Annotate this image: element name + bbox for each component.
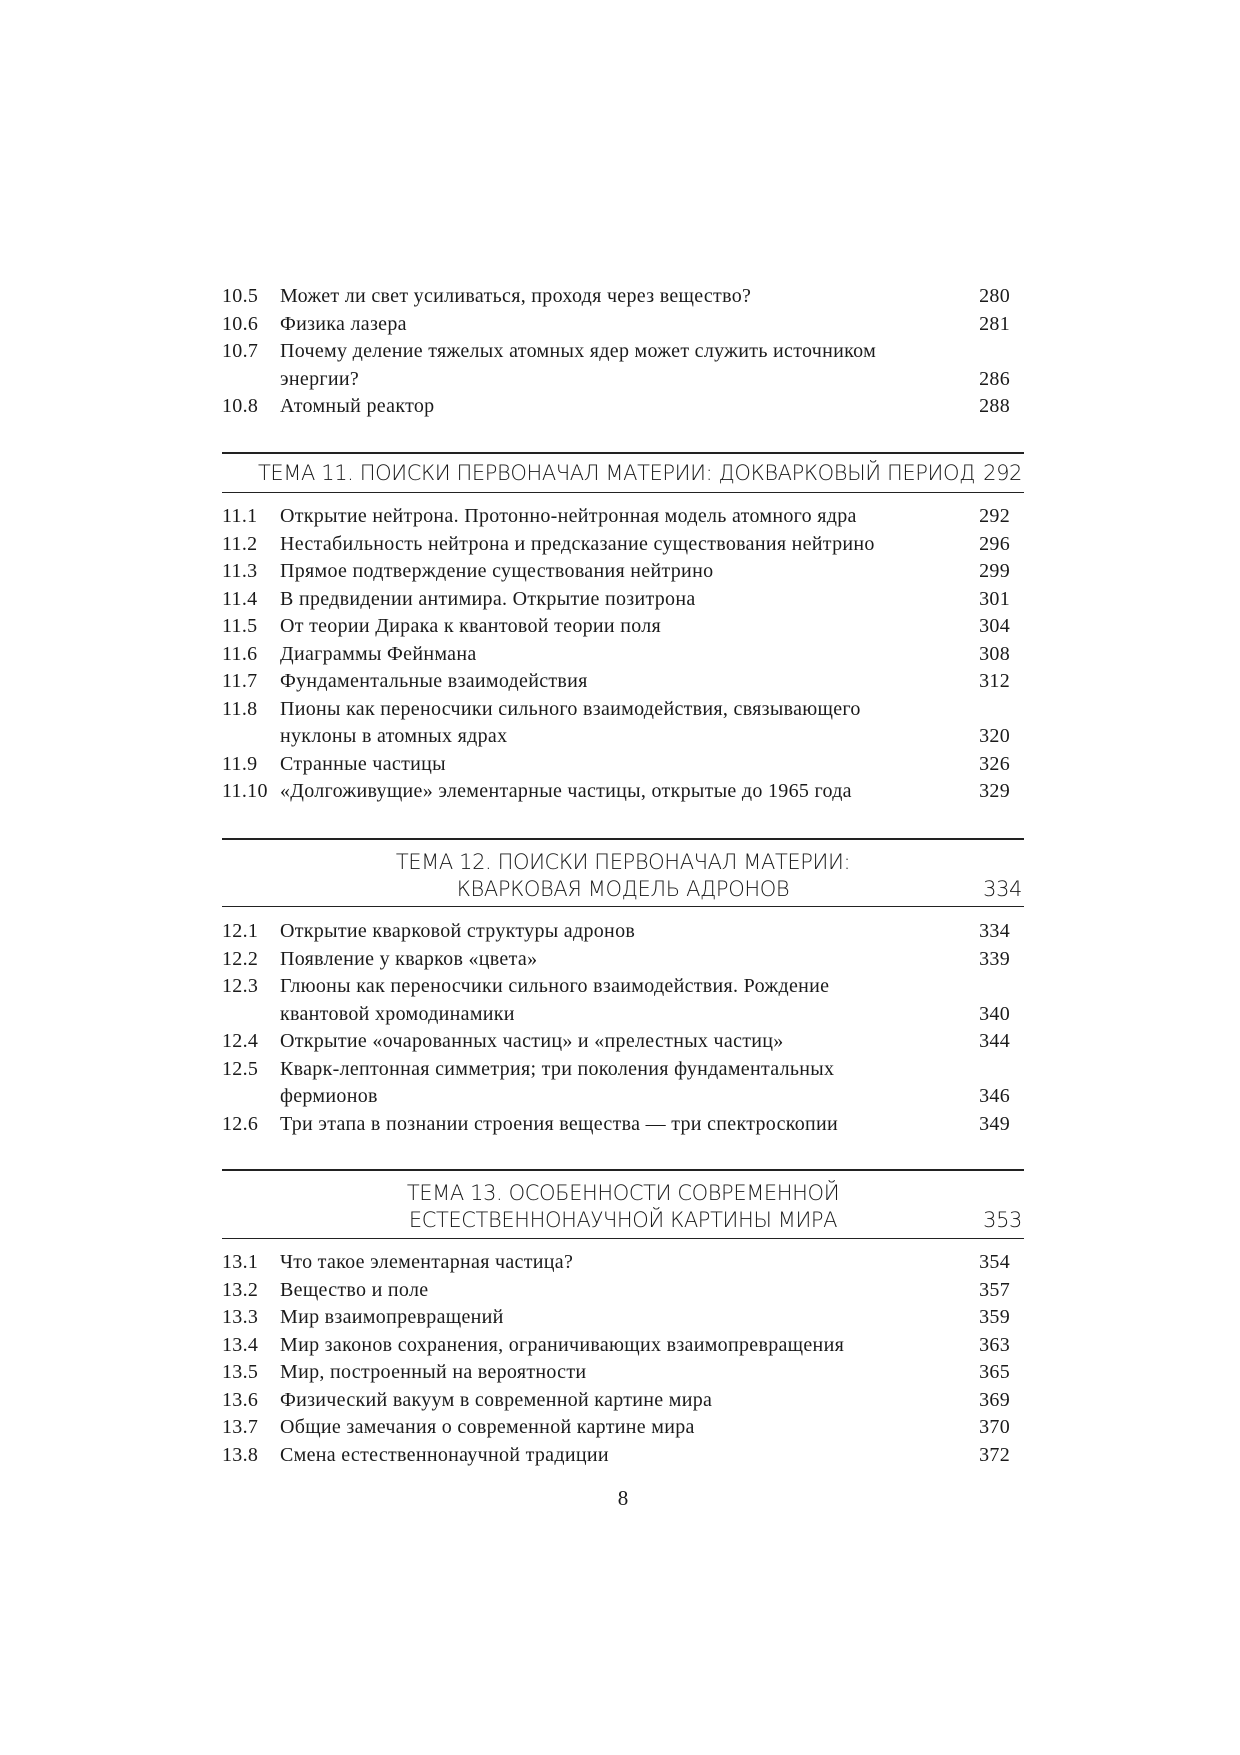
entry-page: 304 xyxy=(979,615,1010,637)
entry-title: Физика лазера xyxy=(280,313,407,335)
entry-page: 363 xyxy=(979,1334,1010,1356)
entry-number: 11.3 xyxy=(222,560,258,582)
theme-title: ТЕМА 11. ПОИСКИ ПЕРВОНАЧАЛ МАТЕРИИ: ДОКВАРКОВЫЙ ПЕРИОД xyxy=(258,461,975,485)
entry-number: 11.6 xyxy=(222,643,258,665)
entry-page: 344 xyxy=(979,1030,1010,1052)
entry-title: Странные частицы xyxy=(280,753,446,775)
toc-entry xyxy=(222,1055,1022,1083)
entry-number: 10.6 xyxy=(222,313,259,335)
entry-number: 11.10 xyxy=(222,780,268,802)
entry-number: 13.4 xyxy=(222,1334,259,1356)
section-rule xyxy=(222,452,1024,454)
toc-entry xyxy=(222,1441,1022,1469)
entry-page: 357 xyxy=(979,1279,1010,1301)
entry-number: 12.2 xyxy=(222,948,259,970)
entry-title: Открытие нейтрона. Протонно-нейтронная модель атомного ядра xyxy=(280,505,857,527)
entry-number: 11.5 xyxy=(222,615,258,637)
toc-entry xyxy=(222,777,1022,805)
section-rule xyxy=(222,838,1024,840)
page-number: 8 xyxy=(617,1486,629,1510)
theme-page: 353 xyxy=(983,1208,1022,1232)
entry-page: 339 xyxy=(979,948,1010,970)
toc-entry xyxy=(222,750,1022,778)
toc-entry-continuation xyxy=(222,365,1022,393)
entry-number: 11.9 xyxy=(222,753,258,775)
entry-title: Открытие кварковой структуры адронов xyxy=(280,920,636,942)
toc-entry-continuation xyxy=(222,1082,1022,1110)
entry-page: 370 xyxy=(979,1416,1010,1438)
toc-entry xyxy=(222,337,1022,365)
entry-page: 286 xyxy=(979,368,1010,390)
theme-title-line-1: ТЕМА 13. ОСОБЕННОСТИ СОВРЕМЕННОЙ xyxy=(406,1181,840,1205)
toc-entry xyxy=(222,1386,1022,1414)
entry-page: 346 xyxy=(979,1085,1010,1107)
entry-page: 296 xyxy=(979,533,1010,555)
toc-entry xyxy=(222,585,1022,613)
entry-title: От теории Дирака к квантовой теории поля xyxy=(280,615,662,637)
entry-page: 359 xyxy=(979,1306,1010,1328)
entry-page: 292 xyxy=(979,505,1010,527)
entry-number: 10.8 xyxy=(222,395,259,417)
entry-title: Фундаментальные взаимодействия xyxy=(280,670,588,692)
theme-heading-line xyxy=(222,874,1024,904)
entry-number: 11.7 xyxy=(222,670,258,692)
toc-entry xyxy=(222,667,1022,695)
theme-heading-line xyxy=(222,1205,1024,1235)
entry-title: фермионов xyxy=(280,1085,378,1107)
toc-entry xyxy=(222,612,1022,640)
entry-title: «Долгоживущие» элементарные частицы, открытые до 1965 года xyxy=(280,780,852,802)
entry-page: 326 xyxy=(979,753,1010,775)
entry-page: 280 xyxy=(979,285,1010,307)
entry-title: Смена естественнонаучной традиции xyxy=(280,1444,609,1466)
entry-title: Открытие «очарованных частиц» и «прелестных частиц» xyxy=(280,1030,784,1052)
entry-page: 369 xyxy=(979,1389,1010,1411)
entry-title: Диаграммы Фейнмана xyxy=(280,643,477,665)
entry-page: 329 xyxy=(979,780,1010,802)
entry-title: Почему деление тяжелых атомных ядер может служить источником xyxy=(280,340,877,362)
entry-number: 11.4 xyxy=(222,588,258,610)
toc-entry xyxy=(222,1027,1022,1055)
theme-title-line-2: КВАРКОВАЯ МОДЕЛЬ АДРОНОВ xyxy=(456,877,790,901)
toc-entry xyxy=(222,1331,1022,1359)
entry-page: 281 xyxy=(979,313,1010,335)
entry-title: нуклоны в атомных ядрах xyxy=(280,725,508,747)
theme-page: 292 xyxy=(983,461,1022,485)
entry-page: 308 xyxy=(979,643,1010,665)
entry-number: 13.1 xyxy=(222,1251,259,1273)
theme-page: 334 xyxy=(983,877,1022,901)
entry-number: 13.8 xyxy=(222,1444,259,1466)
toc-entry xyxy=(222,1303,1022,1331)
entry-title: Кварк-лептонная симметрия; три поколения фундаментальных xyxy=(280,1058,835,1080)
entry-title: квантовой хромодинамики xyxy=(280,1003,515,1025)
entry-page: 340 xyxy=(979,1003,1010,1025)
entry-page: 372 xyxy=(979,1444,1010,1466)
section-rule xyxy=(222,906,1024,907)
entry-number: 10.5 xyxy=(222,285,259,307)
entry-page: 334 xyxy=(979,920,1010,942)
entry-title: Три этапа в познании строения вещества — три спектроскопии xyxy=(280,1113,839,1135)
section-rule xyxy=(222,1238,1024,1239)
toc-entry-continuation xyxy=(222,722,1022,750)
entry-title: энергии? xyxy=(280,368,360,390)
entry-title: Прямое подтверждение существования нейтрино xyxy=(280,560,714,582)
theme-title-line-2: ЕСТЕСТВЕННОНАУЧНОЙ КАРТИНЫ МИРА xyxy=(408,1208,838,1232)
section-rule xyxy=(222,492,1024,493)
entry-title: Мир, построенный на вероятности xyxy=(280,1361,587,1383)
entry-title: Мир законов сохранения, ограничивающих взаимопревращения xyxy=(280,1334,845,1356)
theme-heading-line xyxy=(222,1178,1024,1208)
entry-page: 354 xyxy=(979,1251,1010,1273)
entry-page: 312 xyxy=(979,670,1010,692)
toc-entry xyxy=(222,945,1022,973)
entry-number: 12.1 xyxy=(222,920,259,942)
entry-page: 301 xyxy=(979,588,1010,610)
entry-page: 365 xyxy=(979,1361,1010,1383)
entry-page: 349 xyxy=(979,1113,1010,1135)
toc-entry xyxy=(222,972,1022,1000)
entry-title: Может ли свет усиливаться, проходя через вещество? xyxy=(280,285,752,307)
section-rule xyxy=(222,1169,1024,1171)
entry-number: 12.3 xyxy=(222,975,259,997)
toc-entry xyxy=(222,1413,1022,1441)
entry-number: 11.1 xyxy=(222,505,258,527)
toc-entry xyxy=(222,695,1022,723)
entry-number: 11.2 xyxy=(222,533,258,555)
entry-number: 12.6 xyxy=(222,1113,259,1135)
entry-title: Атомный реактор xyxy=(280,395,435,417)
entry-title: Физический вакуум в современной картине мира xyxy=(280,1389,713,1411)
toc-entry-continuation xyxy=(222,1000,1022,1028)
entry-title: Что такое элементарная частица? xyxy=(280,1251,574,1273)
toc-entry xyxy=(222,310,1022,338)
toc-entry xyxy=(222,502,1022,530)
theme-title-line-1: ТЕМА 12. ПОИСКИ ПЕРВОНАЧАЛ МАТЕРИИ: xyxy=(395,850,851,874)
entry-title: Мир взаимопревращений xyxy=(280,1306,504,1328)
entry-number: 13.3 xyxy=(222,1306,259,1328)
entry-title: Общие замечания о современной картине мира xyxy=(280,1416,695,1438)
entry-page: 288 xyxy=(979,395,1010,417)
toc-entry xyxy=(222,1110,1022,1138)
entry-number: 13.6 xyxy=(222,1389,259,1411)
entry-number: 12.4 xyxy=(222,1030,259,1052)
entry-number: 12.5 xyxy=(222,1058,259,1080)
theme-heading-line xyxy=(222,847,1024,877)
entry-title: Вещество и поле xyxy=(280,1279,429,1301)
toc-entry xyxy=(222,917,1022,945)
toc-entry xyxy=(222,1276,1022,1304)
entry-title: В предвидении антимира. Открытие позитрона xyxy=(280,588,696,610)
entry-title: Нестабильность нейтрона и предсказание существования нейтрино xyxy=(280,533,875,555)
entry-number: 13.5 xyxy=(222,1361,259,1383)
toc-entry xyxy=(222,1248,1022,1276)
entry-title: Пионы как переносчики сильного взаимодействия, связывающего xyxy=(280,698,861,720)
toc-entry xyxy=(222,392,1022,420)
toc-entry xyxy=(222,1358,1022,1386)
toc-entry xyxy=(222,557,1022,585)
entry-number: 11.8 xyxy=(222,698,258,720)
toc-entry xyxy=(222,282,1022,310)
toc-entry xyxy=(222,640,1022,668)
entry-number: 13.2 xyxy=(222,1279,259,1301)
entry-page: 299 xyxy=(979,560,1010,582)
entry-number: 10.7 xyxy=(222,340,259,362)
entry-title: Появление у кварков «цвета» xyxy=(280,948,538,970)
theme-heading xyxy=(222,458,1024,488)
toc-entry xyxy=(222,530,1022,558)
entry-number: 13.7 xyxy=(222,1416,259,1438)
entry-title: Глюоны как переносчики сильного взаимодействия. Рождение xyxy=(280,975,830,997)
entry-page: 320 xyxy=(979,725,1010,747)
